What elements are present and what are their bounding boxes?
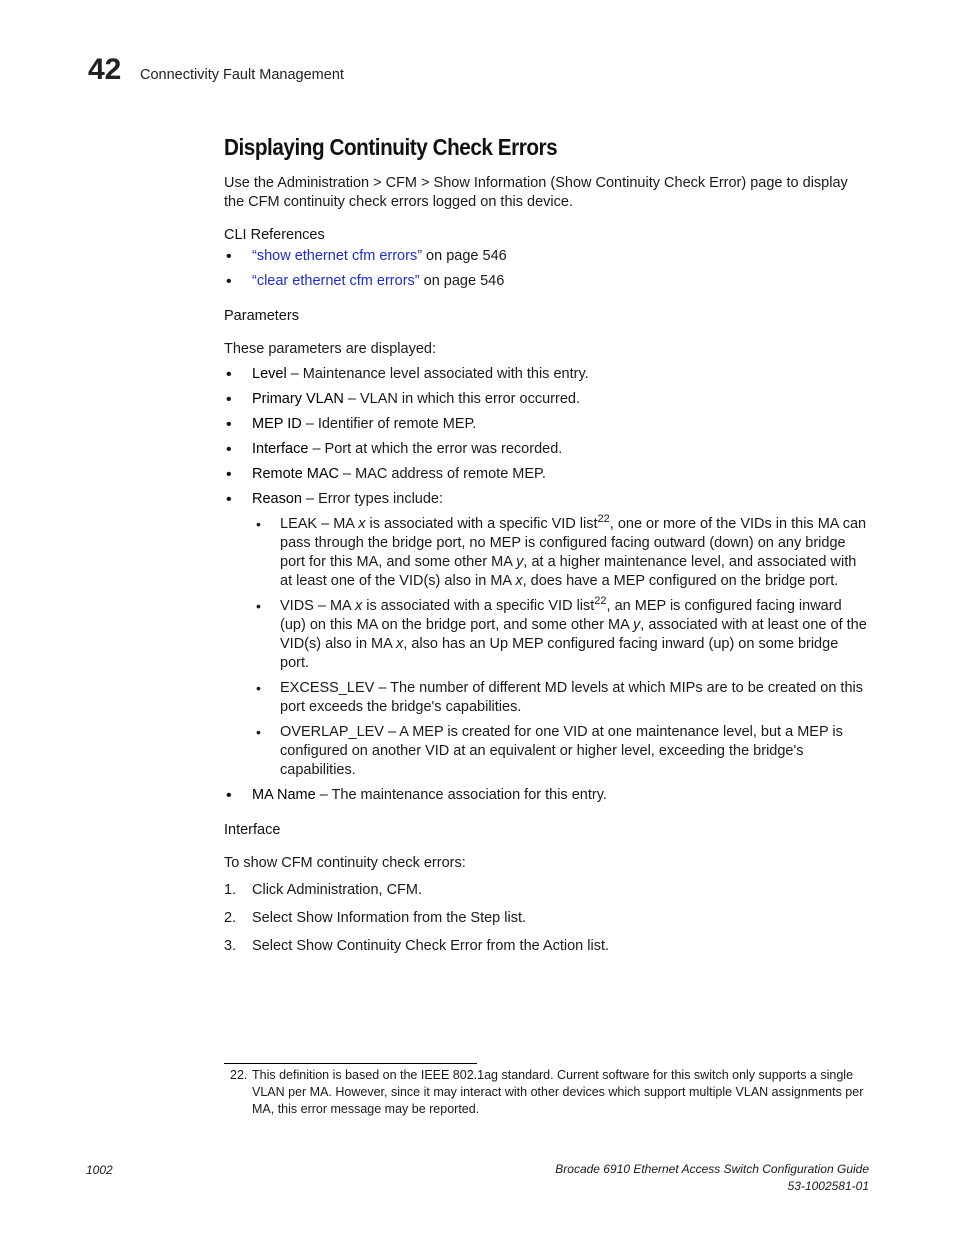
footnote-divider — [224, 1063, 477, 1064]
page-reference: on page 546 — [422, 248, 507, 264]
parameter-item — [224, 490, 868, 780]
reason-item-overlap-lev: • OVERLAP_LEV – A MEP is created for one VID at one maintenance level, but a MEP is configured on another VID at an equivalent or higher level, exceeding the bridge's capabilities. — [252, 723, 868, 780]
step-item — [224, 909, 868, 928]
step-number: 1. — [224, 882, 237, 898]
guide-title: Brocade 6910 Ethernet Access Switch Configuration Guide — [555, 1162, 869, 1176]
reason-list — [252, 515, 868, 780]
reason-text: , also has an Up MEP configured facing inward (up) on some bridge port. — [280, 636, 839, 671]
cli-references-heading: CLI References — [224, 227, 325, 243]
step-text: Click Administration, CFM. — [252, 882, 423, 898]
parameter-desc: – MAC address of remote MEP. — [339, 466, 546, 482]
interface-heading: Interface — [224, 822, 281, 838]
doc-number: 53-1002581-01 — [787, 1179, 869, 1193]
cli-references-list — [224, 247, 868, 291]
parameters-intro: These parameters are displayed: — [224, 341, 436, 357]
section-intro: Use the Administration > CFM > Show Information (Show Continuity Check Error) page to display the CFM continuity check errors logged on this device. — [224, 175, 848, 210]
section-title: Displaying Continuity Check Errors — [224, 134, 558, 160]
parameter-term: Remote MAC — [252, 466, 340, 482]
reason-text: , at a higher maintenance level, and associated with at least one of the VID(s) also in MA — [280, 554, 857, 589]
variable-x: x — [515, 573, 523, 589]
reason-item-excess-lev: • EXCESS_LEV – The number of different MD levels at which MIPs are to be created on this port exceeds the bridge's capabilities. — [252, 679, 868, 717]
parameter-desc: – VLAN in which this error occurred. — [343, 391, 580, 407]
parameter-term: Reason — [252, 491, 302, 507]
reason-item-leak — [252, 515, 868, 591]
reason-text: , an MEP is configured facing inward (up) on this MA on the bridge port, and some other MA — [280, 598, 842, 633]
reason-text: VIDS – MA — [280, 598, 355, 614]
parameter-desc: – Port at which the error was recorded. — [308, 441, 563, 457]
parameter-item — [224, 440, 868, 459]
parameter-desc: – The maintenance association for this entry. — [315, 787, 607, 803]
reason-text: LEAK – MA — [280, 516, 359, 532]
parameter-item — [224, 390, 868, 409]
reason-text: , associated with at least one of the VID(s) also in MA — [280, 617, 867, 652]
parameter-term: Primary VLAN — [252, 391, 344, 407]
main-content — [224, 132, 868, 956]
parameter-desc: – Identifier of remote MEP. — [301, 416, 477, 432]
cli-reference-link[interactable]: “show ethernet cfm errors” — [252, 248, 423, 264]
footer-guide-info — [555, 1161, 869, 1195]
step-item — [224, 881, 868, 900]
reason-text: is associated with a specific VID list — [362, 598, 595, 614]
variable-x: x — [396, 636, 404, 652]
parameter-item — [224, 365, 868, 384]
reason-text: , one or more of the VIDs in this MA can pass through the bridge port, no MEP is configured facing outward (down) on any bridge port for this MA, and some other MA — [280, 516, 867, 570]
list-item — [224, 247, 868, 266]
variable-x: x — [354, 598, 363, 614]
parameters-heading: Parameters — [224, 308, 299, 324]
footnote — [230, 1067, 882, 1118]
variable-x: x — [358, 516, 366, 532]
cli-reference-link[interactable]: “clear ethernet cfm errors” — [252, 273, 420, 289]
parameter-item — [224, 786, 868, 805]
footnote-ref[interactable]: 22 — [594, 595, 607, 607]
parameter-term: MEP ID — [252, 416, 302, 432]
chapter-title: Connectivity Fault Management — [140, 67, 344, 83]
list-item — [224, 272, 868, 291]
parameter-item — [224, 415, 868, 434]
reason-text: , does have a MEP configured on the bridge port. — [522, 573, 839, 589]
chapter-number: 42 — [88, 53, 122, 86]
footnote-number: 22. — [230, 1068, 248, 1082]
interface-intro: To show CFM continuity check errors: — [224, 855, 466, 871]
parameter-term: Level — [252, 366, 287, 382]
steps-list — [224, 881, 868, 956]
footnote-ref[interactable]: 22 — [597, 513, 610, 525]
reason-text: is associated with a specific VID list — [365, 516, 598, 532]
parameters-list — [224, 365, 868, 805]
parameter-term: MA Name — [252, 787, 316, 803]
step-text: Select Show Continuity Check Error from the Action list. — [252, 938, 610, 954]
page-reference: on page 546 — [419, 273, 505, 289]
variable-y: y — [516, 554, 524, 570]
step-number: 2. — [224, 910, 237, 926]
step-text: Select Show Information from the Step list. — [252, 910, 527, 926]
step-item — [224, 937, 868, 956]
reason-item-vids — [252, 597, 868, 673]
parameter-desc: – Maintenance level associated with this entry. — [286, 366, 589, 382]
footnote-text: This definition is based on the IEEE 802.1ag standard. Current software for this switch only supports a single VLAN per MA. However, since it may interact with other devices which support multiple VLAN assignments per MA, this error message may be reported. — [252, 1068, 864, 1116]
step-number: 3. — [224, 938, 237, 954]
page-number: 1002 — [86, 1163, 113, 1177]
parameter-term: Interface — [252, 441, 309, 457]
variable-y: y — [633, 617, 641, 633]
parameter-desc: – Error types include: — [301, 491, 444, 507]
parameter-item — [224, 465, 868, 484]
